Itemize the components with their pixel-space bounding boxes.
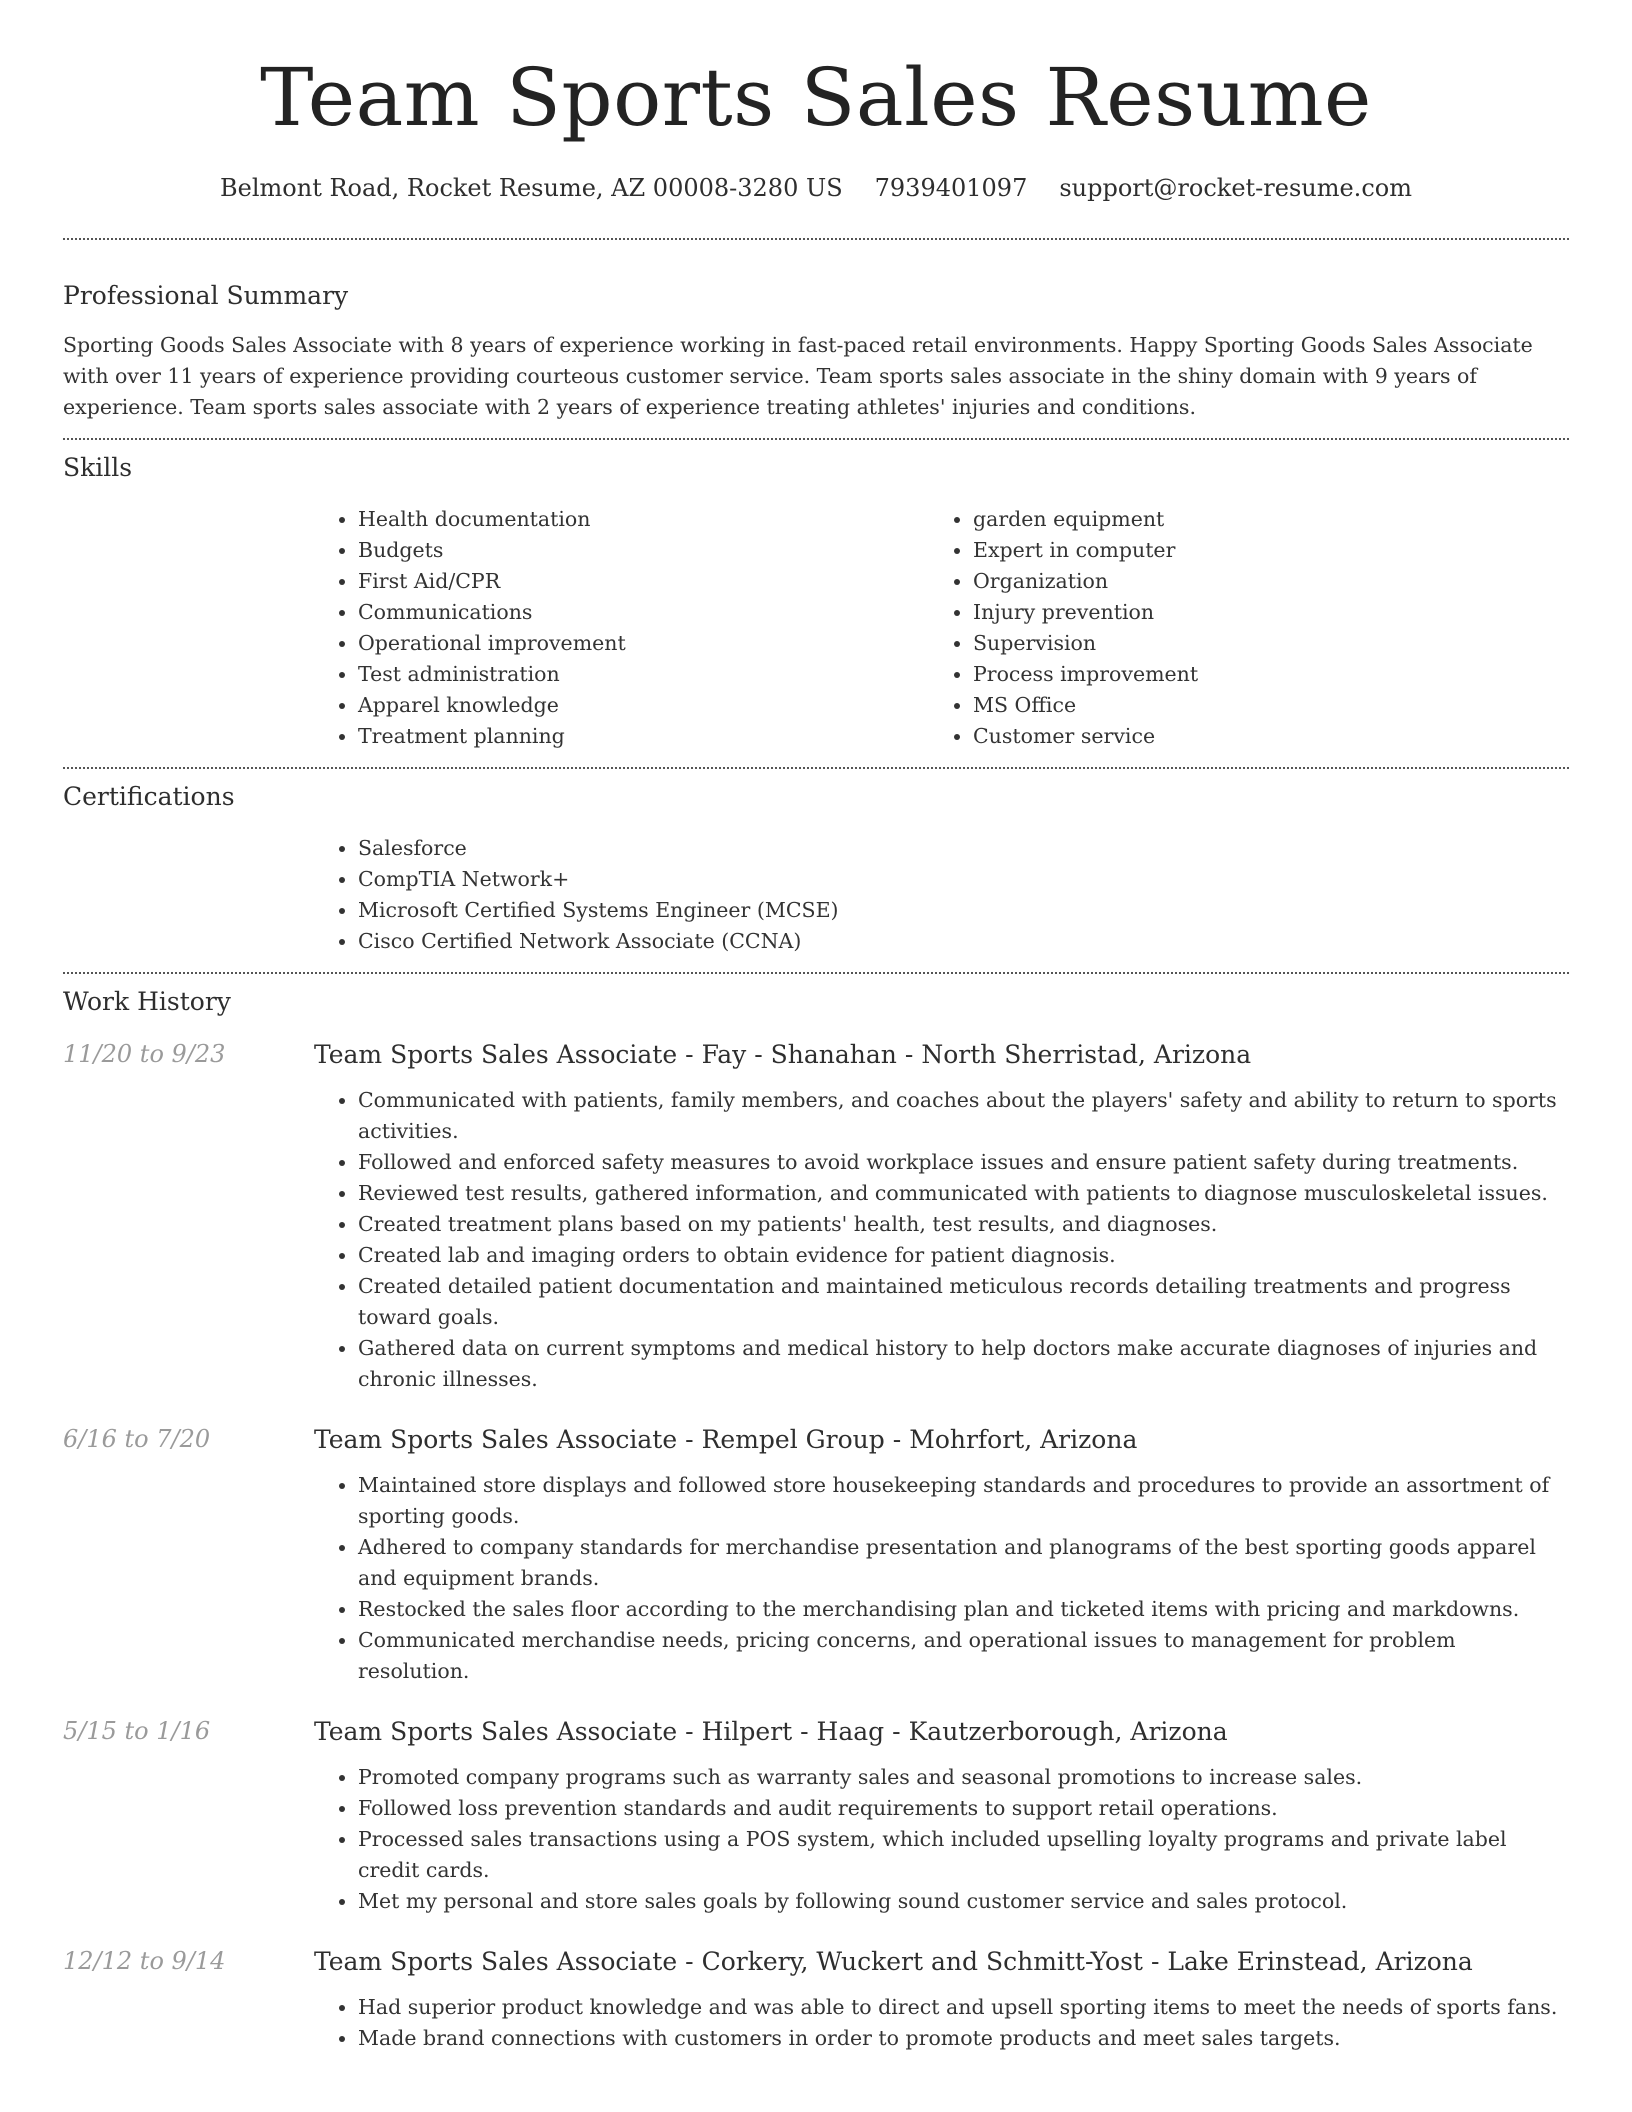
job-entry [63,1947,1569,2054]
job-title-line: Team Sports Sales Associate - Fay - Shanahan - North Sherristad, Arizona [314,1040,1252,1069]
job-bullet: • Maintained store displays and followed store housekeeping standards and procedures to provide an assortment of sporting goods. [358,1470,1569,1532]
contact-line [63,174,1569,202]
divider [63,238,1569,240]
job-entry [63,1040,1569,1395]
job-location: North Sherristad, Arizona [921,1040,1252,1069]
skill-item: • Operational improvement [358,628,929,659]
job-bullets [314,1992,1569,2054]
contact-phone: 7939401097 [874,174,1028,202]
skill-item: • Health documentation [358,504,929,535]
job-bullet: • Followed loss prevention standards and audit requirements to support retail operations. [358,1793,1569,1824]
skill-item: • First Aid/CPR [358,566,929,597]
divider [63,972,1569,974]
job-bullet: • Gathered data on current symptoms and medical history to help doctors make accurate diagnoses of injuries and chronic illnesses. [358,1333,1569,1395]
job-bullet: • Made brand connections with customers in order to promote products and meet sales targets. [358,2023,1569,2054]
job-title: Team Sports Sales Associate [314,1717,678,1746]
certifications-list [314,833,1569,957]
job-dates: 6/16 to 7/20 [63,1425,211,1453]
skill-item: • Expert in computer [973,535,1544,566]
job-bullet: • Communicated with patients, family members, and coaches about the players' safety and ability to return to sports activities. [358,1085,1569,1147]
skill-item: • Test administration [358,659,929,690]
job-bullet: • Created detailed patient documentation and maintained meticulous records detailing treatments and progress toward goals. [358,1271,1569,1333]
job-bullet: • Created treatment plans based on my patients' health, test results, and diagnoses. [358,1209,1569,1240]
section-heading-summary: Professional Summary [63,281,349,310]
job-company: Fay - Shanahan [701,1040,897,1069]
job-bullet: • Communicated merchandise needs, pricing concerns, and operational issues to management for problem resolution. [358,1625,1569,1687]
skills-list [314,504,1569,752]
job-company: Corkery, Wuckert and Schmitt-Yost [701,1947,1143,1976]
section-heading-work-history: Work History [63,987,231,1016]
section-heading-certifications: Certifications [63,782,235,811]
job-bullets [314,1762,1569,1917]
job-body [314,1947,1569,2054]
job-entry [63,1717,1569,1917]
job-location: Mohrfort, Arizona [909,1425,1138,1454]
job-title-line: Team Sports Sales Associate - Corkery, Wuckert and Schmitt-Yost - Lake Erinstead, Arizona [314,1947,1473,1976]
skill-item: • MS Office [973,690,1544,721]
job-bullet: • Adhered to company standards for merchandise presentation and planograms of the best sporting goods apparel and equipment brands. [358,1532,1569,1594]
job-bullet: • Followed and enforced safety measures to avoid workplace issues and ensure patient safety during treatments. [358,1147,1569,1178]
job-bullet: • Processed sales transactions using a POS system, which included upselling loyalty programs and private label credit cards. [358,1824,1569,1886]
skill-item: • Process improvement [973,659,1544,690]
job-bullet: • Created lab and imaging orders to obtain evidence for patient diagnosis. [358,1240,1569,1271]
skill-item: • Injury prevention [973,597,1544,628]
skill-item: • Supervision [973,628,1544,659]
certification-item: • Cisco Certified Network Associate (CCNA) [358,926,1569,957]
job-bullets [314,1085,1569,1395]
skill-item: • Apparel knowledge [358,690,929,721]
job-title-line: Team Sports Sales Associate - Rempel Group - Mohrfort, Arizona [314,1425,1138,1454]
divider [63,438,1569,440]
skill-item: • Communications [358,597,929,628]
job-body [314,1717,1569,1917]
job-company: Hilpert - Haag [701,1717,885,1746]
job-body [314,1040,1569,1395]
skill-item: • Treatment planning [358,721,929,752]
job-bullet: • Promoted company programs such as warranty sales and seasonal promotions to increase sales. [358,1762,1569,1793]
skill-item: • Organization [973,566,1544,597]
skills-column-left [314,504,929,752]
job-bullet: • Had superior product knowledge and was able to direct and upsell sporting items to meet the needs of sports fans. [358,1992,1569,2023]
skill-item: • Customer service [973,721,1544,752]
job-location: Lake Erinstead, Arizona [1167,1947,1473,1976]
job-company: Rempel Group [701,1425,885,1454]
job-location: Kautzerborough, Arizona [908,1717,1228,1746]
contact-address: Belmont Road, Rocket Resume, AZ 00008-3280 US [220,174,843,202]
divider [63,767,1569,769]
job-title-line: Team Sports Sales Associate - Hilpert - Haag - Kautzerborough, Arizona [314,1717,1228,1746]
certification-item: • Microsoft Certified Systems Engineer (MCSE) [358,895,1569,926]
skills-column-right [929,504,1544,752]
resume-title: Team Sports Sales Resume [260,51,1372,144]
skill-item: • garden equipment [973,504,1544,535]
job-bullet: • Met my personal and store sales goals by following sound customer service and sales protocol. [358,1886,1569,1917]
certification-item: • Salesforce [358,833,1569,864]
job-bullet: • Restocked the sales floor according to the merchandising plan and ticketed items with pricing and markdowns. [358,1594,1569,1625]
summary-text: Sporting Goods Sales Associate with 8 years of experience working in fast-paced retail environments. Happy Sporting Goods Sales Associate with over 11 years of experience providing courteous customer service. Team sports sales associate in the shiny domain with 9 years of experience. Team sports sales associate with 2 years of experience treating athletes' injuries and conditions. [63,333,1533,419]
job-dates: 11/20 to 9/23 [63,1040,226,1068]
job-title: Team Sports Sales Associate [314,1947,678,1976]
job-bullets [314,1470,1569,1687]
job-dates: 5/15 to 1/16 [63,1717,211,1745]
contact-email[interactable]: support@rocket-resume.com [1059,174,1412,202]
skill-item: • Budgets [358,535,929,566]
certification-item: • CompTIA Network+ [358,864,1569,895]
job-title: Team Sports Sales Associate [314,1425,678,1454]
job-entry [63,1425,1569,1687]
job-bullet: • Reviewed test results, gathered information, and communicated with patients to diagnose musculoskeletal issues. [358,1178,1569,1209]
section-heading-skills: Skills [63,453,133,482]
job-dates: 12/12 to 9/14 [63,1947,226,1975]
job-body [314,1425,1569,1687]
job-title: Team Sports Sales Associate [314,1040,678,1069]
